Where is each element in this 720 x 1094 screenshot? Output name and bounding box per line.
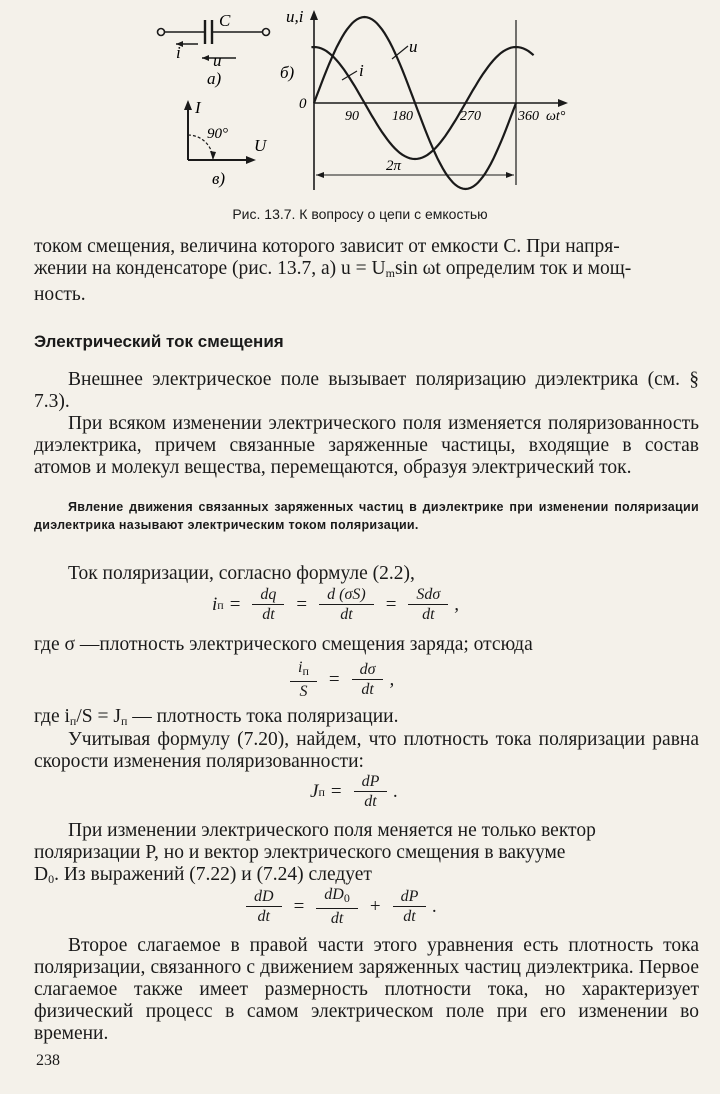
- equation-2: $\frac{i_п}{S}$ = $\frac{d\sigma}{dt}$ ,: [284, 658, 394, 702]
- paragraph-intro-line-3: ность.: [34, 284, 86, 305]
- vector-u-label: U: [254, 136, 267, 155]
- period-label: 2π: [386, 158, 402, 174]
- equation-3: J п = $\frac{dP}{dt}$ .: [310, 773, 399, 810]
- figure-caption: Рис. 13.7. К вопросу о цепи с емкостью: [232, 206, 488, 222]
- origin-label: 0: [299, 96, 307, 112]
- curve-i-label: i: [359, 61, 364, 80]
- paragraph-field-change: При всяком изменении электрического поля изменяется поляризованность диэлектрика, причем связанные заряженные частицы, входящие в состав атомов и молекул вещества, перемещаются, образуя электрический ток.: [34, 413, 699, 478]
- curve-u-label: u: [409, 37, 418, 56]
- section-heading: Электрический ток смещения: [34, 332, 284, 351]
- axis-unit: ωt°: [546, 109, 566, 124]
- paragraph-conclusion: Второе слагаемое в правой части этого уравнения есть плотность тока поляризации, связанного с движением заряженных частиц диэлектрика. Первое слагаемое также имеет размерность плотности тока, но характеризует физический процесс в самом электрическом поле при его изменении во времени.: [34, 935, 699, 1044]
- figure-13-7: [0, 0, 720, 235]
- label-b: б): [280, 63, 295, 82]
- paragraph-intro-line-1: током смещения, величина которого зависит от емкости C. При напря-: [34, 236, 620, 257]
- tick-90: 90: [345, 109, 359, 124]
- label-a: а): [207, 69, 222, 88]
- paragraph-density: где $i_п/S = J_п$ — плотность тока поляризации.: [34, 706, 399, 728]
- fraction: $\frac{\text{Sdσ}}{dt}$: [408, 585, 448, 625]
- paragraph-vectors: [34, 820, 699, 890]
- definition-block: Явление движения связанных заряженных частиц в диэлектрике при изменении поляризации диэлектрика называют электрическим током поляризации.: [34, 500, 699, 532]
- angle-label: 90°: [207, 126, 228, 142]
- paragraph-vectors-line-2: поляризации P, но и вектор электрического смещения в вакууме: [34, 842, 566, 863]
- fraction: $\frac{dP}{dt}$: [393, 887, 427, 927]
- fraction: $\frac{d (\sigma S)}{dt}$: [319, 585, 374, 625]
- paragraph-intro-line-2: жении на конденсаторе (рис. 13.7, а) $u = U_m\sin$ ωt определим ток и мощ-: [34, 258, 632, 280]
- fraction: $\frac{dD_0}{dt}$: [316, 885, 358, 929]
- fraction: $\frac{i_п}{S}$: [290, 658, 317, 702]
- label-v: в): [212, 169, 226, 188]
- tick-360: 360: [518, 109, 539, 124]
- paragraph-current: Ток поляризации, согласно формуле (2.2),: [68, 563, 415, 584]
- vector-i-label: I: [195, 98, 201, 117]
- paragraph-formula: Учитывая формулу (7.20), найдем, что плотность тока поляризации равна скорости изменения поляризованности:: [34, 729, 699, 772]
- waveform-graph: [310, 10, 568, 190]
- page-number: 238: [36, 1052, 60, 1069]
- paragraph-sigma: где σ —плотность электрического смещения заряда; отсюда: [34, 634, 533, 655]
- paragraph-vectors-line-3: $D_0$. Из выражений (7.22) и (7.24) следует: [34, 864, 372, 886]
- paragraph-intro: [34, 236, 699, 306]
- equation-1: i п = $\frac{dq}{dt}$ = $\frac{d (\sigma S)}{dt}$ = $\frac{\text{Sdσ}}{dt}$ ,: [212, 586, 460, 623]
- circuit-label-i: i: [176, 43, 181, 62]
- tick-180: 180: [392, 109, 413, 124]
- fraction: $\frac{d\sigma}{dt}$: [352, 660, 384, 700]
- axis-label-ui: u,i: [286, 7, 304, 26]
- paragraph-polarization: Внешнее электрическое поле вызывает поляризацию диэлектрика (см. § 7.3).: [34, 369, 699, 412]
- circuit-label-c: C: [219, 11, 231, 30]
- fraction: $\frac{dP}{dt}$: [354, 772, 388, 812]
- fraction: $\frac{dD}{dt}$: [246, 887, 282, 927]
- equation-4: $\frac{dD}{dt}$ = $\frac{dD_0}{dt}$ + $\frac{dP}{dt}$ .: [240, 885, 437, 929]
- tick-270: 270: [460, 109, 481, 124]
- fraction: $\frac{dq}{dt}$: [252, 585, 284, 625]
- paragraph-vectors-line-1: При изменении электрического поля меняется не только вектор: [68, 820, 596, 841]
- circuit-label-u: u: [213, 51, 222, 70]
